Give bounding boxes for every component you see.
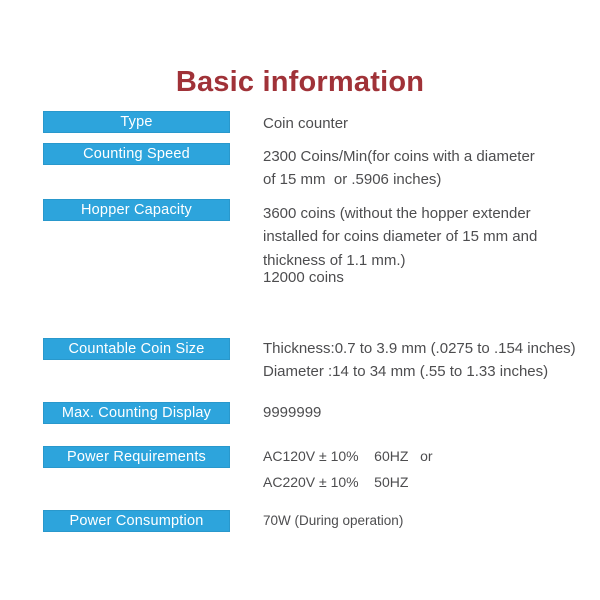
spec-label-counting-speed xyxy=(43,143,230,165)
spec-value-line: Diameter :14 to 34 mm (.55 to 1.33 inches) xyxy=(263,363,549,381)
spec-label-text-countable-coin-size: Countable Coin Size xyxy=(68,341,205,357)
spec-value-max-counting-display xyxy=(263,401,593,424)
spec-label-max-counting-display xyxy=(43,402,230,424)
spec-value-hopper-capacity xyxy=(263,202,593,286)
spec-value-line: installed for coins diameter of 15 mm and xyxy=(263,228,538,246)
spec-value-line: Thickness:0.7 to 3.9 mm (.0275 to .154 inches) xyxy=(263,340,576,357)
spec-label-text-hopper-capacity: Hopper Capacity xyxy=(81,202,192,218)
spec-value-countable-coin-size xyxy=(263,337,593,384)
spec-label-power-requirements xyxy=(43,446,230,468)
spec-value-line: 70W (During operation) xyxy=(263,513,404,528)
spec-value-line: Coin counter xyxy=(263,115,349,132)
spec-value-line: AC220V ± 10% 50HZ xyxy=(263,474,409,490)
spec-value-counting-speed xyxy=(263,145,593,192)
page-title: Basic information xyxy=(175,66,425,99)
spec-label-text-power-consumption: Power Consumption xyxy=(69,513,204,529)
spec-value-line: 12000 coins xyxy=(263,268,344,286)
spec-label-text-type: Type xyxy=(120,114,153,130)
spec-value-power-requirements xyxy=(263,443,593,495)
spec-label-hopper-capacity xyxy=(43,199,230,221)
spec-label-text-power-requirements: Power Requirements xyxy=(67,449,206,465)
spec-value-line: of 15 mm or .5906 inches) xyxy=(263,171,442,189)
spec-label-text-counting-speed: Counting Speed xyxy=(83,146,190,162)
spec-label-power-consumption xyxy=(43,510,230,532)
spec-label-countable-coin-size xyxy=(43,338,230,360)
spec-value-power-consumption xyxy=(263,511,593,531)
spec-value-line: 3600 coins (without the hopper extender xyxy=(263,205,531,222)
spec-value-line: 2300 Coins/Min(for coins with a diameter xyxy=(263,148,535,165)
spec-label-type xyxy=(43,111,230,133)
spec-value-line: AC120V ± 10% 60HZ or xyxy=(263,448,433,464)
spec-label-text-max-counting-display: Max. Counting Display xyxy=(61,405,212,421)
spec-value-line: 9999999 xyxy=(263,404,322,421)
spec-value-type xyxy=(263,112,593,135)
spec-value-line: thickness of 1.1 mm.) xyxy=(263,251,406,269)
